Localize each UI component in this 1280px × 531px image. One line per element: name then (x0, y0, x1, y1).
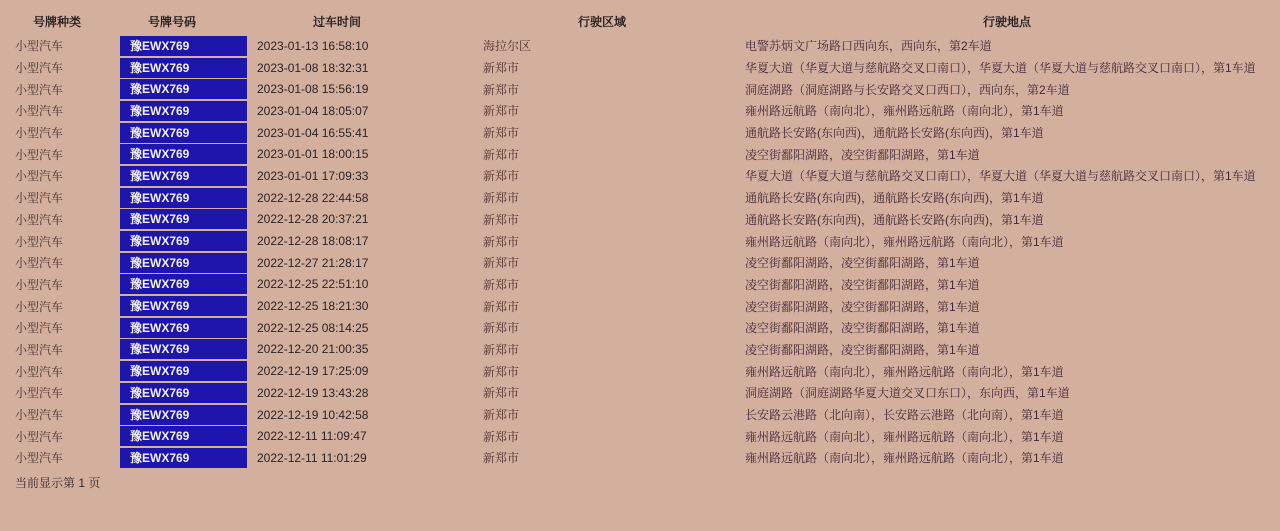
plate-number-cell[interactable]: 豫EWX769 (120, 448, 247, 468)
plate-number-cell-wrap (120, 383, 247, 403)
plate-type-cell: 小型汽车 (15, 277, 64, 292)
plate-number-cell[interactable]: 豫EWX769 (120, 405, 247, 425)
plate-number-cell[interactable]: 豫EWX769 (120, 231, 247, 251)
driving-region-cell: 新郑市 (483, 191, 520, 206)
driving-region-cell: 新郑市 (483, 429, 520, 444)
plate-number-cell-wrap (120, 209, 247, 229)
plate-type-cell: 小型汽车 (15, 82, 64, 97)
table-row (0, 252, 1280, 274)
plate-number-cell-wrap (120, 231, 247, 251)
plate-number-cell-wrap (120, 123, 247, 143)
table-row (0, 404, 1280, 426)
driving-location-cell: 凌空街鄱阳湖路，凌空街鄱阳湖路，第1车道 (745, 147, 980, 162)
driving-location-cell: 雍州路远航路（南向北），雍州路远航路（南向北），第1车道 (745, 364, 1064, 379)
table-row (0, 382, 1280, 404)
plate-number-cell[interactable]: 豫EWX769 (120, 101, 247, 121)
table-row (0, 143, 1280, 165)
driving-region-cell: 新郑市 (483, 234, 520, 249)
plate-number-cell-wrap (120, 101, 247, 121)
table-row (0, 339, 1280, 361)
driving-region-cell: 新郑市 (483, 277, 520, 292)
plate-type-cell: 小型汽车 (15, 61, 64, 76)
table-row (0, 122, 1280, 144)
driving-location-cell: 凌空街鄱阳湖路，凌空街鄱阳湖路，第1车道 (745, 256, 980, 271)
plate-number-cell[interactable]: 豫EWX769 (120, 361, 247, 381)
plate-number-cell[interactable]: 豫EWX769 (120, 144, 247, 164)
driving-location-cell: 华夏大道（华夏大道与慈航路交叉口南口），华夏大道（华夏大道与慈航路交叉口南口），第1车道 (745, 169, 1256, 184)
plate-number-cell-wrap (120, 144, 247, 164)
pass-time-cell: 2022-12-28 20:37:21 (257, 212, 369, 227)
plate-type-cell: 小型汽车 (15, 342, 64, 357)
plate-number-cell-wrap (120, 405, 247, 425)
pass-time-cell: 2022-12-27 21:28:17 (257, 255, 369, 270)
plate-type-cell: 小型汽车 (15, 299, 64, 314)
table-row (0, 317, 1280, 339)
pass-time-cell: 2023-01-01 17:09:33 (257, 168, 369, 183)
driving-location-cell: 洞庭湖路（洞庭湖路华夏大道交叉口东口），东向西，第1车道 (745, 386, 1070, 401)
plate-type-cell: 小型汽车 (15, 212, 64, 227)
driving-region-cell: 新郑市 (483, 212, 520, 227)
driving-region-cell: 新郑市 (483, 169, 520, 184)
plate-number-cell[interactable]: 豫EWX769 (120, 253, 247, 273)
plate-number-cell[interactable]: 豫EWX769 (120, 123, 247, 143)
driving-location-cell: 洞庭湖路（洞庭湖路与长安路交叉口西口），西向东，第2车道 (745, 82, 1070, 97)
driving-location-cell: 通航路长安路(东向西)，通航路长安路(东向西)，第1车道 (745, 191, 1044, 206)
plate-number-cell[interactable]: 豫EWX769 (120, 188, 247, 208)
driving-region-cell: 新郑市 (483, 364, 520, 379)
plate-type-cell: 小型汽车 (15, 104, 64, 119)
plate-number-cell[interactable]: 豫EWX769 (120, 166, 247, 186)
plate-number-cell-wrap (120, 36, 247, 56)
table-row (0, 57, 1280, 79)
plate-type-cell: 小型汽车 (15, 126, 64, 141)
driving-location-cell: 凌空街鄱阳湖路，凌空街鄱阳湖路，第1车道 (745, 321, 980, 336)
driving-region-cell: 新郑市 (483, 126, 520, 141)
driving-location-cell: 电警苏炳文广场路口西向东，西向东，第2车道 (745, 39, 992, 54)
table-row (0, 100, 1280, 122)
driving-region-cell: 海拉尔区 (483, 39, 532, 54)
pass-time-cell: 2022-12-11 11:09:47 (257, 429, 367, 444)
driving-location-cell: 通航路长安路(东向西)，通航路长安路(东向西)，第1车道 (745, 126, 1044, 141)
plate-number-cell-wrap (120, 318, 247, 338)
plate-number-cell[interactable]: 豫EWX769 (120, 79, 247, 99)
table-row (0, 274, 1280, 296)
driving-region-cell: 新郑市 (483, 321, 520, 336)
pass-time-cell: 2022-12-11 11:01:29 (257, 450, 367, 465)
plate-type-cell: 小型汽车 (15, 408, 64, 423)
driving-location-cell: 通航路长安路(东向西)，通航路长安路(东向西)，第1车道 (745, 212, 1044, 227)
driving-location-cell: 凌空街鄱阳湖路，凌空街鄱阳湖路，第1车道 (745, 342, 980, 357)
pass-time-cell: 2022-12-19 13:43:28 (257, 385, 369, 400)
table-row (0, 295, 1280, 317)
plate-number-cell[interactable]: 豫EWX769 (120, 274, 247, 294)
page-indicator: 当前显示第 1 页 (15, 475, 101, 490)
header-pass-time: 过车时间 (313, 14, 362, 29)
plate-number-cell-wrap (120, 274, 247, 294)
plate-type-cell: 小型汽车 (15, 321, 64, 336)
pass-time-cell: 2023-01-01 18:00:15 (257, 147, 369, 162)
driving-region-cell: 新郑市 (483, 342, 520, 357)
pass-time-cell: 2022-12-28 22:44:58 (257, 190, 369, 205)
plate-number-cell-wrap (120, 296, 247, 316)
plate-number-cell-wrap (120, 339, 247, 359)
plate-number-cell-wrap (120, 58, 247, 78)
plate-number-cell[interactable]: 豫EWX769 (120, 58, 247, 78)
table-row (0, 447, 1280, 469)
table-row (0, 230, 1280, 252)
driving-region-cell: 新郑市 (483, 104, 520, 119)
driving-region-cell: 新郑市 (483, 61, 520, 76)
plate-type-cell: 小型汽车 (15, 429, 64, 444)
plate-number-cell-wrap (120, 426, 247, 446)
table-row (0, 425, 1280, 447)
plate-type-cell: 小型汽车 (15, 451, 64, 466)
driving-location-cell: 凌空街鄱阳湖路，凌空街鄱阳湖路，第1车道 (745, 277, 980, 292)
driving-region-cell: 新郑市 (483, 256, 520, 271)
pass-time-cell: 2022-12-19 17:25:09 (257, 364, 369, 379)
plate-number-cell[interactable]: 豫EWX769 (120, 318, 247, 338)
plate-number-cell-wrap (120, 253, 247, 273)
driving-region-cell: 新郑市 (483, 299, 520, 314)
plate-type-cell: 小型汽车 (15, 256, 64, 271)
plate-number-cell-wrap (120, 188, 247, 208)
pass-time-cell: 2022-12-19 10:42:58 (257, 407, 369, 422)
header-plate-type: 号牌种类 (33, 14, 82, 29)
pass-time-cell: 2023-01-13 16:58:10 (257, 38, 369, 53)
plate-number-cell[interactable]: 豫EWX769 (120, 209, 247, 229)
table-row (0, 209, 1280, 231)
driving-location-cell: 雍州路远航路（南向北），雍州路远航路（南向北），第1车道 (745, 104, 1064, 119)
pass-time-cell: 2023-01-08 15:56:19 (257, 82, 369, 97)
table-body (0, 32, 1280, 469)
driving-region-cell: 新郑市 (483, 147, 520, 162)
plate-type-cell: 小型汽车 (15, 364, 64, 379)
driving-region-cell: 新郑市 (483, 408, 520, 423)
driving-region-cell: 新郑市 (483, 386, 520, 401)
plate-number-cell-wrap (120, 361, 247, 381)
table-row (0, 187, 1280, 209)
pass-time-cell: 2022-12-25 08:14:25 (257, 320, 369, 335)
pass-time-cell: 2022-12-25 18:21:30 (257, 299, 369, 314)
driving-location-cell: 雍州路远航路（南向北），雍州路远航路（南向北），第1车道 (745, 429, 1064, 444)
pass-time-cell: 2022-12-20 21:00:35 (257, 342, 369, 357)
plate-number-cell-wrap (120, 166, 247, 186)
driving-location-cell: 华夏大道（华夏大道与慈航路交叉口南口），华夏大道（华夏大道与慈航路交叉口南口），第1车道 (745, 61, 1256, 76)
pass-time-cell: 2023-01-04 16:55:41 (257, 125, 369, 140)
plate-number-cell-wrap (120, 79, 247, 99)
pass-time-cell: 2022-12-28 18:08:17 (257, 234, 369, 249)
plate-number-cell[interactable]: 豫EWX769 (120, 296, 247, 316)
driving-location-cell: 长安路云港路（北向南），长安路云港路（北向南），第1车道 (745, 408, 1064, 423)
plate-number-cell[interactable]: 豫EWX769 (120, 339, 247, 359)
plate-number-cell[interactable]: 豫EWX769 (120, 383, 247, 403)
header-driving-region: 行驶区域 (578, 14, 627, 29)
table-row (0, 35, 1280, 57)
driving-region-cell: 新郑市 (483, 82, 520, 97)
plate-type-cell: 小型汽车 (15, 191, 64, 206)
plate-type-cell: 小型汽车 (15, 169, 64, 184)
driving-location-cell: 雍州路远航路（南向北），雍州路远航路（南向北），第1车道 (745, 234, 1064, 249)
header-plate-number: 号牌号码 (148, 14, 197, 29)
plate-type-cell: 小型汽车 (15, 39, 64, 54)
pass-time-cell: 2022-12-25 22:51:10 (257, 277, 369, 292)
driving-location-cell: 凌空街鄱阳湖路，凌空街鄱阳湖路，第1车道 (745, 299, 980, 314)
table-header-row (0, 10, 1280, 32)
plate-type-cell: 小型汽车 (15, 386, 64, 401)
plate-number-cell[interactable]: 豫EWX769 (120, 36, 247, 56)
header-driving-location: 行驶地点 (983, 14, 1032, 29)
table-row (0, 360, 1280, 382)
pass-time-cell: 2023-01-04 18:05:07 (257, 103, 369, 118)
driving-location-cell: 雍州路远航路（南向北），雍州路远航路（南向北），第1车道 (745, 451, 1064, 466)
table-row (0, 165, 1280, 187)
plate-type-cell: 小型汽车 (15, 234, 64, 249)
driving-region-cell: 新郑市 (483, 451, 520, 466)
plate-number-cell-wrap (120, 448, 247, 468)
pass-time-cell: 2023-01-08 18:32:31 (257, 60, 369, 75)
plate-number-cell[interactable]: 豫EWX769 (120, 426, 247, 446)
table-row (0, 78, 1280, 100)
plate-type-cell: 小型汽车 (15, 147, 64, 162)
